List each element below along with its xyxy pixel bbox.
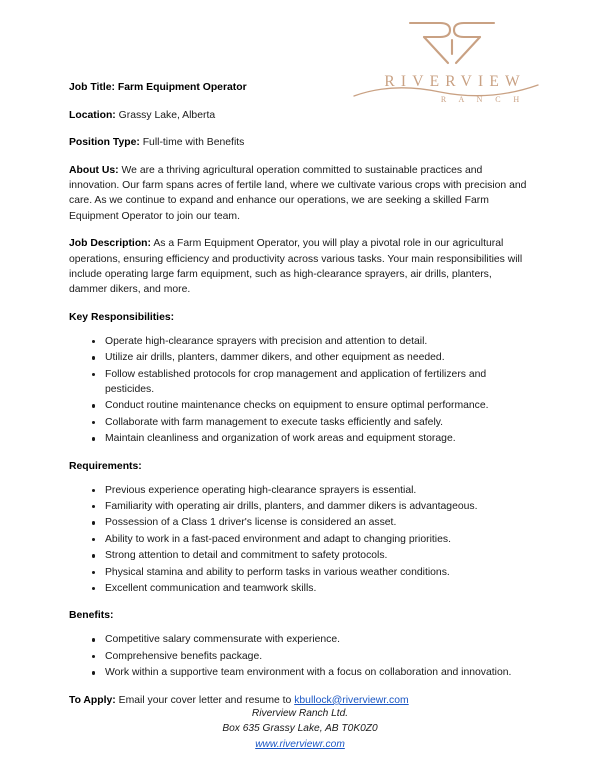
bullet-icon (92, 571, 95, 574)
list-item (69, 665, 531, 680)
job-description-label: Job Description: (69, 238, 151, 250)
list-item-text: Conduct routine maintenance checks on equipment to ensure optimal performance. (105, 400, 489, 412)
footer-website-line (0, 737, 600, 752)
bullet-icon (92, 356, 95, 359)
about-us-text: We are a thriving agricultural operation committed to sustainable practices and innovation. Our farm spans acres of fertile land, where we cultivate various crops with precision and care. As we continue to expand and enhance our operations, we are seeking a skilled Farm Equipment Operator to join our team. (69, 164, 527, 222)
list-item (69, 532, 531, 547)
bullet-icon (92, 521, 95, 524)
requirements-heading: Requirements: (69, 460, 142, 472)
list-item (69, 632, 531, 647)
footer-website-link[interactable]: www.riverviewr.com (255, 738, 345, 750)
list-item-text: Utilize air drills, planters, dammer dikers, and other equipment as needed. (105, 352, 445, 364)
footer-address: Box 635 Grassy Lake, AB T0K0Z0 (222, 723, 378, 735)
field-job-title (69, 80, 531, 95)
bullet-icon (92, 554, 95, 557)
list-item (69, 649, 531, 664)
list-item (69, 415, 531, 430)
list-item-text: Possession of a Class 1 driver's license is considered an asset. (105, 517, 397, 529)
list-item (69, 499, 531, 514)
field-position-type-value: Full-time with Benefits (142, 137, 245, 148)
bullet-icon (92, 671, 95, 674)
document-footer (0, 706, 600, 752)
list-item-text: Collaborate with farm management to execute tasks efficiently and safely. (105, 416, 444, 428)
bullet-icon (92, 505, 95, 508)
field-location (69, 108, 531, 123)
field-job-title-label: Job Title: (69, 82, 115, 93)
bullet-icon (92, 421, 95, 424)
list-item-text: Familiarity with operating air drills, planters, and dammer dikers is advantageous. (105, 501, 478, 512)
list-item-text: Excellent communication and teamwork skills. (105, 583, 317, 595)
bullet-icon (92, 340, 95, 343)
list-item-text: Physical stamina and ability to perform tasks in various weather conditions. (105, 566, 450, 578)
bullet-icon (92, 538, 95, 541)
logo-company-name: RIVERVIEW (384, 73, 526, 90)
responsibilities-heading: Key Responsibilities: (69, 311, 175, 323)
requirements-list (69, 483, 531, 597)
benefits-heading: Benefits: (69, 610, 114, 622)
bullet-icon (92, 655, 95, 658)
list-item (69, 398, 531, 413)
field-location-value: Grassy Lake, Alberta (118, 109, 216, 121)
benefits-list (69, 632, 531, 680)
list-item (69, 548, 531, 563)
field-position-type (69, 135, 531, 150)
field-location-label: Location: (69, 109, 116, 121)
list-item-text: Follow established protocols for crop management and application of fertilizers and pesticides. (105, 368, 487, 395)
responsibilities-list (69, 334, 531, 447)
list-item (69, 431, 531, 446)
apply-text: Email your cover letter and resume to (118, 694, 295, 706)
list-item-text: Operate high-clearance sprayers with precision and attention to detail. (105, 335, 428, 347)
list-item-text: Work within a supportive team environment with a focus on collaboration and innovation. (105, 667, 512, 679)
list-item-text: Previous experience operating high-clearance sprayers is essential. (105, 484, 417, 496)
list-item (69, 350, 531, 365)
field-job-title-value: Farm Equipment Operator (117, 82, 247, 93)
list-item (69, 334, 531, 349)
field-position-type-label: Position Type: (69, 137, 140, 148)
bullet-icon (92, 437, 95, 440)
bullet-icon (92, 404, 95, 407)
apply-label: To Apply: (69, 694, 116, 706)
bullet-icon (92, 638, 95, 641)
footer-company-name: Riverview Ranch Ltd. (251, 708, 349, 719)
list-item (69, 367, 531, 398)
bullet-icon (92, 587, 95, 590)
list-item-text: Maintain cleanliness and organization of work areas and equipment storage. (105, 433, 456, 445)
list-item (69, 581, 531, 596)
about-us-label: About Us: (69, 164, 119, 176)
list-item-text: Competitive salary commensurate with experience. (105, 634, 341, 646)
apply-email-link[interactable]: kbullock@riverviewr.com (294, 694, 409, 706)
list-item-text: Ability to work in a fast-paced environment and adapt to changing priorities. (105, 533, 451, 545)
logo-company-subname: R A N C H (440, 95, 525, 104)
about-us-paragraph (69, 163, 531, 225)
list-item-text: Comprehensive benefits package. (105, 650, 263, 662)
document-body (69, 80, 531, 720)
job-description-text: As a Farm Equipment Operator, you will play a pivotal role in our agricultural operations, ensuring efficiency and productivity across various tasks. Your main responsibilities will include operating large farm equipment, such as high-clearance sprayers, air drills, planters, dammer dikers, and more. (69, 238, 523, 296)
list-item-text: Strong attention to detail and commitment to safety protocols. (105, 550, 388, 562)
list-item (69, 515, 531, 530)
job-description-paragraph (69, 236, 531, 298)
bullet-icon (92, 489, 95, 492)
list-item (69, 483, 531, 498)
rr-monogram-icon (404, 14, 500, 70)
bullet-icon (92, 373, 95, 376)
list-item (69, 565, 531, 580)
